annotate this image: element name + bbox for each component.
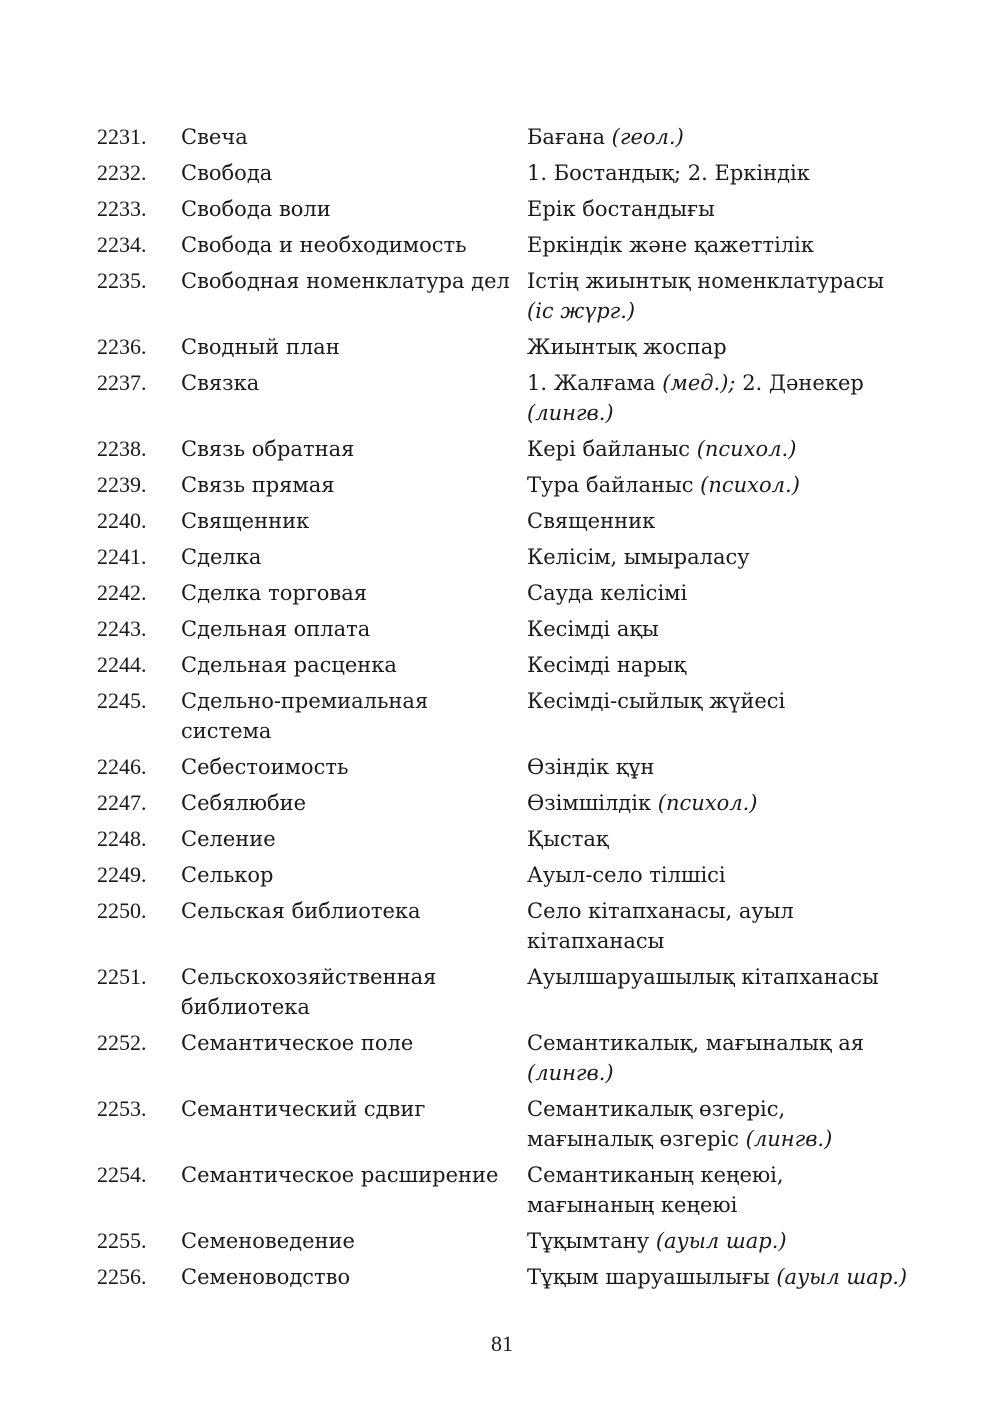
entry-number: 2254.: [97, 1162, 147, 1187]
russian-term: Семеноводство: [181, 1265, 351, 1289]
kazakh-translation: [527, 896, 917, 956]
translation-text: Село кітапханасы, ауыл кітапханасы: [527, 899, 794, 953]
translation-text: 1. Жалғама: [527, 371, 663, 395]
kazakh-translation: [527, 542, 917, 572]
dictionary-entry: [97, 434, 917, 464]
russian-term: Связь обратная: [181, 437, 355, 461]
translation-text: Келісім, ымыраласу: [527, 545, 750, 569]
entry-number: 2255.: [97, 1228, 147, 1253]
russian-term: Сдельно-премиальная система: [181, 689, 429, 743]
translation-text: Кесімді-сыйлық жүйесі: [527, 689, 786, 713]
entry-number: 2246.: [97, 754, 147, 779]
kazakh-translation: [527, 158, 917, 188]
russian-term: Себестоимость: [181, 755, 349, 779]
dictionary-entry: [97, 788, 917, 818]
russian-term: Сделка: [181, 545, 262, 569]
dictionary-entry: [97, 230, 917, 260]
domain-note: (мед.);: [662, 371, 736, 395]
russian-term: Связь прямая: [181, 473, 335, 497]
entry-number: 2241.: [97, 544, 147, 569]
kazakh-translation: [527, 368, 917, 428]
dictionary-entry: [97, 1160, 917, 1220]
translation-text: Сауда келісімі: [527, 581, 688, 605]
kazakh-translation: [527, 824, 917, 854]
translation-text: Бағана: [527, 125, 612, 149]
dictionary-entry: [97, 650, 917, 680]
russian-term: Свобода воли: [181, 197, 331, 221]
entry-number: 2244.: [97, 652, 147, 677]
dictionary-entry: [97, 752, 917, 782]
translation-text: Өзіндік құн: [527, 755, 655, 779]
dictionary-entry: [97, 614, 917, 644]
translation-text: Еркіндік және қажеттілік: [527, 233, 815, 257]
russian-term: Сдельная оплата: [181, 617, 371, 641]
kazakh-translation: [527, 614, 917, 644]
entry-number: 2235.: [97, 268, 147, 293]
entry-number: 2250.: [97, 898, 147, 923]
dictionary-entry: [97, 1094, 917, 1154]
domain-note: (лингв.): [745, 1127, 833, 1151]
kazakh-translation: [527, 506, 917, 536]
russian-term: Семантический сдвиг: [181, 1097, 426, 1121]
dictionary-entry: [97, 860, 917, 890]
domain-note: (лингв.): [527, 401, 614, 425]
dictionary-entries: [97, 122, 917, 1298]
kazakh-translation: [527, 122, 917, 152]
dictionary-entry: [97, 194, 917, 224]
kazakh-translation: [527, 962, 917, 992]
russian-term: Семеноведение: [181, 1229, 355, 1253]
translation-text: Тұқым шаруашылығы: [527, 1265, 777, 1289]
translation-text: Тұқымтану: [527, 1229, 656, 1253]
entry-number: 2231.: [97, 124, 147, 149]
russian-term: Связка: [181, 371, 260, 395]
dictionary-entry: [97, 1262, 917, 1292]
translation-text: Кесімді ақы: [527, 617, 659, 641]
kazakh-translation: [527, 860, 917, 890]
translation-text: Семантикалық, мағыналық ая: [527, 1031, 865, 1055]
russian-term: Сельскохозяйственная библиотека: [181, 965, 437, 1019]
kazakh-translation: [527, 686, 917, 716]
translation-text: Кері байланыс: [527, 437, 697, 461]
translation-text: Ауылшаруашылық кітапханасы: [527, 965, 879, 989]
kazakh-translation: [527, 230, 917, 260]
russian-term: Селение: [181, 827, 276, 851]
entry-number: 2245.: [97, 688, 147, 713]
kazakh-translation: [527, 1262, 917, 1292]
dictionary-entry: [97, 578, 917, 608]
entry-number: 2247.: [97, 790, 147, 815]
russian-term: Сельская библиотека: [181, 899, 421, 923]
domain-note: (ауыл шар.): [655, 1229, 787, 1253]
entry-number: 2238.: [97, 436, 147, 461]
russian-term: Сводный план: [181, 335, 340, 359]
entry-number: 2242.: [97, 580, 147, 605]
dictionary-entry: [97, 158, 917, 188]
kazakh-translation: [527, 266, 917, 326]
russian-term: Свобода и необходимость: [181, 233, 467, 257]
dictionary-entry: [97, 470, 917, 500]
kazakh-translation: [527, 470, 917, 500]
entry-number: 2232.: [97, 160, 147, 185]
dictionary-entry: [97, 1226, 917, 1256]
dictionary-entry: [97, 368, 917, 428]
entry-number: 2252.: [97, 1030, 147, 1055]
kazakh-translation: [527, 1028, 917, 1088]
russian-term: Сдельная расценка: [181, 653, 397, 677]
kazakh-translation: [527, 650, 917, 680]
entry-number: 2240.: [97, 508, 147, 533]
translation-text: Қыстақ: [527, 827, 609, 851]
entry-number: 2234.: [97, 232, 147, 257]
russian-term: Свободная номенклатура дел: [181, 269, 510, 293]
russian-term: Семантическое расширение: [181, 1163, 499, 1187]
dictionary-entry: [97, 506, 917, 536]
translation-text: Тура байланыс: [527, 473, 701, 497]
entry-number: 2249.: [97, 862, 147, 887]
domain-note: (іс жүрг.): [527, 299, 636, 323]
kazakh-translation: [527, 1226, 917, 1256]
dictionary-entry: [97, 1028, 917, 1088]
entry-number: 2233.: [97, 196, 147, 221]
domain-note: (психол.): [657, 791, 758, 815]
translation-text: Істің жиынтық номенклатурасы: [527, 269, 885, 293]
entry-number: 2236.: [97, 334, 147, 359]
entry-number: 2256.: [97, 1264, 147, 1289]
translation-text: Жиынтық жоспар: [527, 335, 727, 359]
translation-text: 1. Бостандық; 2. Еркіндік: [527, 161, 810, 185]
kazakh-translation: [527, 752, 917, 782]
translation-text: Өзімшілдік: [527, 791, 658, 815]
russian-term: Священник: [181, 509, 310, 533]
entry-number: 2248.: [97, 826, 147, 851]
translation-text: Священник: [527, 509, 656, 533]
domain-note: (психол.): [696, 437, 797, 461]
entry-number: 2237.: [97, 370, 147, 395]
russian-term: Семантическое поле: [181, 1031, 414, 1055]
entry-number: 2253.: [97, 1096, 147, 1121]
russian-term: Свеча: [181, 125, 248, 149]
dictionary-entry: [97, 542, 917, 572]
kazakh-translation: [527, 788, 917, 818]
entry-number: 2239.: [97, 472, 147, 497]
dictionary-entry: [97, 824, 917, 854]
dictionary-entry: [97, 266, 917, 326]
russian-term: Себялюбие: [181, 791, 307, 815]
kazakh-translation: [527, 332, 917, 362]
kazakh-translation: [527, 194, 917, 224]
domain-note: (психол.): [700, 473, 800, 497]
dictionary-entry: [97, 122, 917, 152]
translation-text: 2. Дәнекер: [735, 371, 864, 395]
russian-term: Свобода: [181, 161, 273, 185]
entry-number: 2251.: [97, 964, 147, 989]
page-number: 81: [491, 1331, 513, 1356]
domain-note: (геол.): [611, 125, 684, 149]
entry-number: 2243.: [97, 616, 147, 641]
kazakh-translation: [527, 578, 917, 608]
domain-note: (ауыл шар.): [776, 1265, 908, 1289]
translation-text: Кесімді нарық: [527, 653, 687, 677]
russian-term: Сделка торговая: [181, 581, 368, 605]
russian-term: Селькор: [181, 863, 274, 887]
kazakh-translation: [527, 1094, 917, 1154]
dictionary-entry: [97, 332, 917, 362]
translation-text: Ауыл-село тілшісі: [527, 863, 726, 887]
translation-text: Семантикалық өзгеріс, мағыналық өзгеріс: [527, 1097, 786, 1151]
dictionary-entry: [97, 962, 917, 1022]
dictionary-entry: [97, 686, 917, 746]
kazakh-translation: [527, 434, 917, 464]
dictionary-entry: [97, 896, 917, 956]
translation-text: Ерік бостандығы: [527, 197, 715, 221]
domain-note: (лингв.): [527, 1061, 614, 1085]
translation-text: Семантиканың кеңеюі, мағынаның кеңеюі: [527, 1163, 784, 1217]
kazakh-translation: [527, 1160, 917, 1220]
